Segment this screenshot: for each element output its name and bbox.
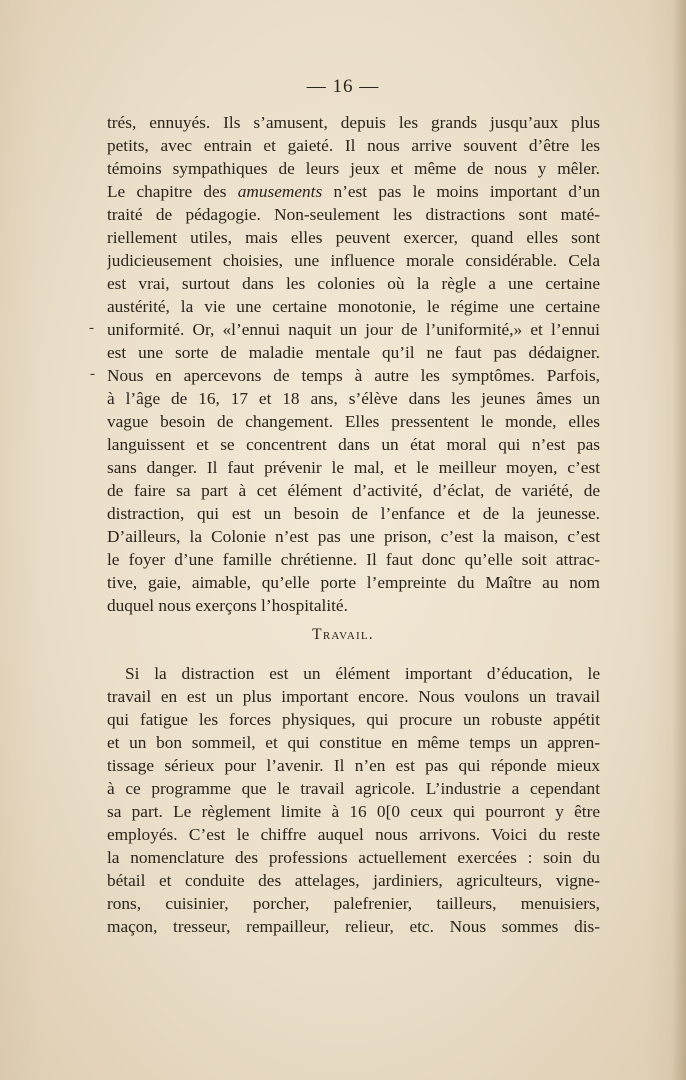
- text-line: à ce programme que le travail agricole. L’industrie a cependant: [107, 779, 600, 798]
- margin-mark: -: [90, 366, 95, 382]
- text-line: maçon, tresseur, rempailleur, relieur, etc. Nous sommes dis-: [107, 917, 600, 936]
- text-line: tive, gaie, aimable, qu’elle porte l’empreinte du Maître au nom: [107, 573, 600, 592]
- text-line: petits, avec entrain et gaieté. Il nous arrive souvent d’être les: [107, 136, 600, 155]
- section-heading: Travail.: [312, 626, 374, 643]
- paragraph-amusements: [107, 111, 600, 617]
- italic-word: amusements: [237, 182, 323, 201]
- text-line: uniformité. Or, «l’ennui naquit un jour de l’uniformité,» et l’ennui: [107, 320, 600, 339]
- text-line: à l’âge de 16, 17 et 18 ans, s’élève dans les jeunes âmes un: [107, 389, 600, 408]
- text-line: vague besoin de changement. Elles pressentent le monde, elles: [107, 412, 600, 431]
- paragraph-travail: [107, 662, 600, 938]
- text-line: employés. C’est le chiffre auquel nous arrivons. Voici du reste: [107, 825, 600, 844]
- text-line: languissent et se concentrent dans un état moral qui n’est pas: [107, 435, 600, 454]
- text-line: distraction, qui est un besoin de l’enfance et de la jeunesse.: [107, 504, 600, 523]
- page-edge-shadow: [672, 0, 686, 1080]
- text-line: trés, ennuyés. Ils s’amusent, depuis les grands jusqu’aux plus: [107, 113, 600, 132]
- text-line: rons, cuisinier, porcher, palefrenier, tailleurs, menuisiers,: [107, 894, 600, 913]
- text-line: Si la distraction est un élément important d’éducation, le: [125, 664, 600, 683]
- text-line: qui fatigue les forces physiques, qui procure un robuste appétit: [107, 710, 600, 729]
- text-line: riellement utiles, mais elles peuvent exercer, quand elles sont: [107, 228, 600, 247]
- text-line: D’ailleurs, la Colonie n’est pas une prison, c’est la maison, c’est: [107, 527, 600, 546]
- text-line: sa part. Le règlement limite à 16 0[0 ceux qui pourront y être: [107, 802, 600, 821]
- text-line: sans danger. Il faut prévenir le mal, et le meilleur moyen, c’est: [107, 458, 600, 477]
- text-line: austérité, la vie une certaine monotonie, le régime une certaine: [107, 297, 600, 316]
- text-line: Nous en apercevons de temps à autre les symptômes. Parfois,: [107, 366, 600, 385]
- text-line: de faire sa part à cet élément d’activité, d’éclat, de variété, de: [107, 481, 600, 500]
- text-line: témoins sympathiques de leurs jeux et même de nous y mêler.: [107, 159, 600, 178]
- text-line: et un bon sommeil, et qui constitue en même temps un appren-: [107, 733, 600, 752]
- text-line: travail en est un plus important encore. Nous voulons un travail: [107, 687, 600, 706]
- text-line: bétail et conduite des attelages, jardiniers, agriculteurs, vigne-: [107, 871, 600, 890]
- text-line: est une sorte de maladie mentale qu’il ne faut pas dédaigner.: [107, 343, 600, 362]
- text-line: duquel nous exerçons l’hospitalité.: [107, 596, 348, 615]
- text-line: judicieusement choisies, une influence morale considérable. Cela: [107, 251, 600, 270]
- text-line: Le chapitre des amusements n’est pas le moins important d’un: [107, 182, 600, 201]
- text-line: la nomenclature des professions actuellement exercées : soin du: [107, 848, 600, 867]
- margin-mark: -: [89, 320, 94, 336]
- text-line: est vrai, surtout dans les colonies où la règle a une certaine: [107, 274, 600, 293]
- page-number: — 16 —: [306, 76, 380, 97]
- text-line: le foyer d’une famille chrétienne. Il faut donc qu’elle soit attrac-: [107, 550, 600, 569]
- text-line: traité de pédagogie. Non-seulement les distractions sont maté-: [107, 205, 600, 224]
- text-line: tissage sérieux pour l’avenir. Il n’en est pas qui réponde mieux: [107, 756, 600, 775]
